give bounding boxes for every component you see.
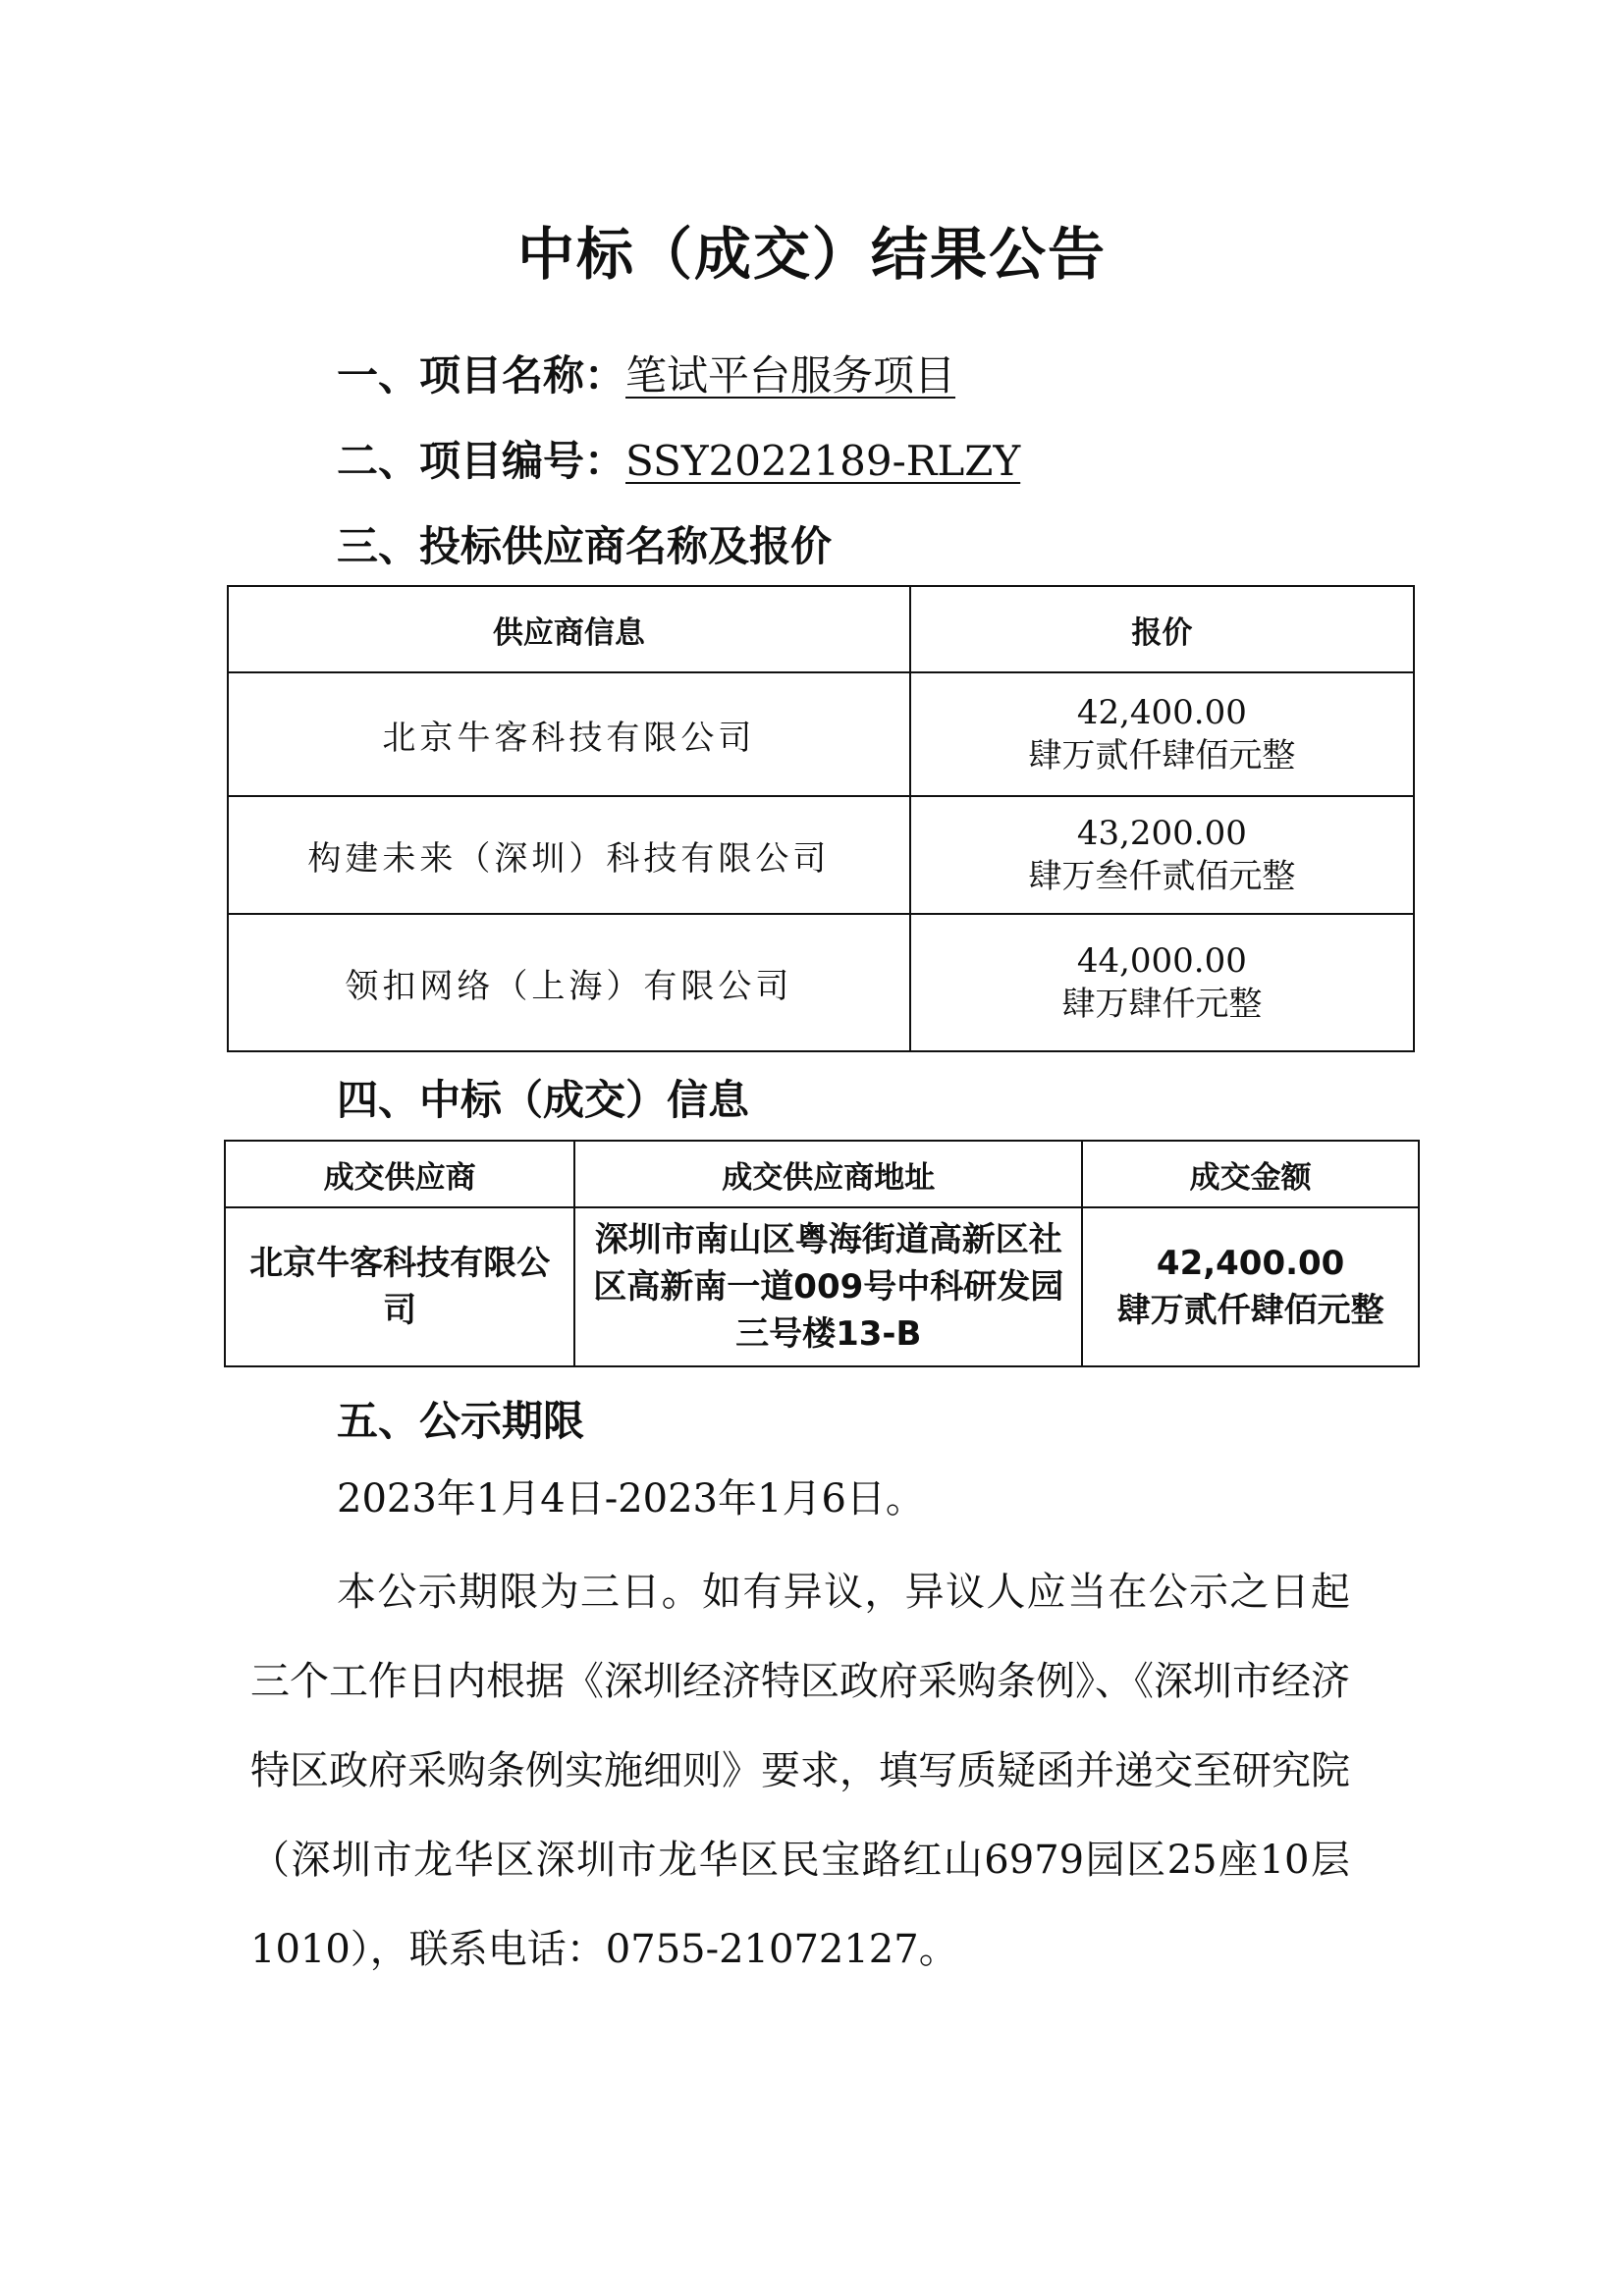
header-award-amount: 成交金额 [1082, 1141, 1419, 1207]
header-award-supplier: 成交供应商 [225, 1141, 574, 1207]
table-row [225, 1207, 1419, 1366]
price-amount-chinese: 肆万肆仟元整 [1061, 985, 1263, 1024]
table-row [228, 672, 1414, 796]
award-amount [1082, 1207, 1419, 1366]
award-amount-number: 42,400.00 [1156, 1244, 1345, 1283]
bidder-price [910, 914, 1414, 1051]
objection-notice: 本公示期限为三日。如有异议，异议人应当在公示之日起三个工作日内根据《深圳经济特区政府采购条例》、《深圳市经济特区政府采购条例实施细则》要求，填写质疑函并递交至研究院（深圳市龙华区深圳市龙华区民宝路红山6979园区25座10层1010），联系电话：0755-21072127。 [250, 1570, 1350, 1972]
project-number-label: 二、项目编号： [337, 437, 626, 485]
bidder-name: 领扣网络（上海）有限公司 [228, 914, 910, 1051]
section-award-heading: 四、中标（成交）信息 [337, 1076, 750, 1124]
project-number-value: SSY2022189-RLZY [625, 437, 1021, 485]
award-table [224, 1140, 1420, 1367]
project-name-line [337, 344, 955, 402]
publicity-period: 2023年1月4日-2023年1月6日。 [337, 1476, 925, 1522]
price-amount: 44,000.00 [1076, 941, 1247, 981]
table-row [228, 796, 1414, 914]
section-bidders-heading: 三、投标供应商名称及报价 [337, 522, 833, 570]
bidder-table [227, 585, 1415, 1052]
table-header-row [228, 586, 1414, 672]
header-price: 报价 [910, 586, 1414, 672]
price-amount: 43,200.00 [1076, 814, 1247, 853]
project-name-label: 一、项目名称： [337, 351, 626, 400]
project-number-line [337, 429, 1020, 488]
award-supplier: 北京牛客科技有限公司 [225, 1207, 574, 1366]
table-row [228, 914, 1414, 1051]
award-address: 深圳市南山区粤海街道高新区社区高新南一道009号中科研发园三号楼13-B [574, 1207, 1082, 1366]
bidder-price [910, 796, 1414, 914]
bidder-name: 北京牛客科技有限公司 [228, 672, 910, 796]
header-award-address: 成交供应商地址 [574, 1141, 1082, 1207]
award-amount-chinese: 肆万贰仟肆佰元整 [1116, 1291, 1384, 1330]
bidder-price [910, 672, 1414, 796]
section-period-heading: 五、公示期限 [337, 1397, 585, 1445]
price-amount-chinese: 肆万叁仟贰佰元整 [1028, 857, 1296, 896]
price-amount: 42,400.00 [1076, 693, 1247, 732]
project-name-value: 笔试平台服务项目 [625, 351, 956, 400]
bidder-name: 构建未来（深圳）科技有限公司 [228, 796, 910, 914]
page-title: 中标（成交）结果公告 [516, 221, 1107, 288]
table-header-row [225, 1141, 1419, 1207]
price-amount-chinese: 肆万贰仟肆佰元整 [1028, 736, 1296, 775]
header-supplier-info: 供应商信息 [228, 586, 910, 672]
